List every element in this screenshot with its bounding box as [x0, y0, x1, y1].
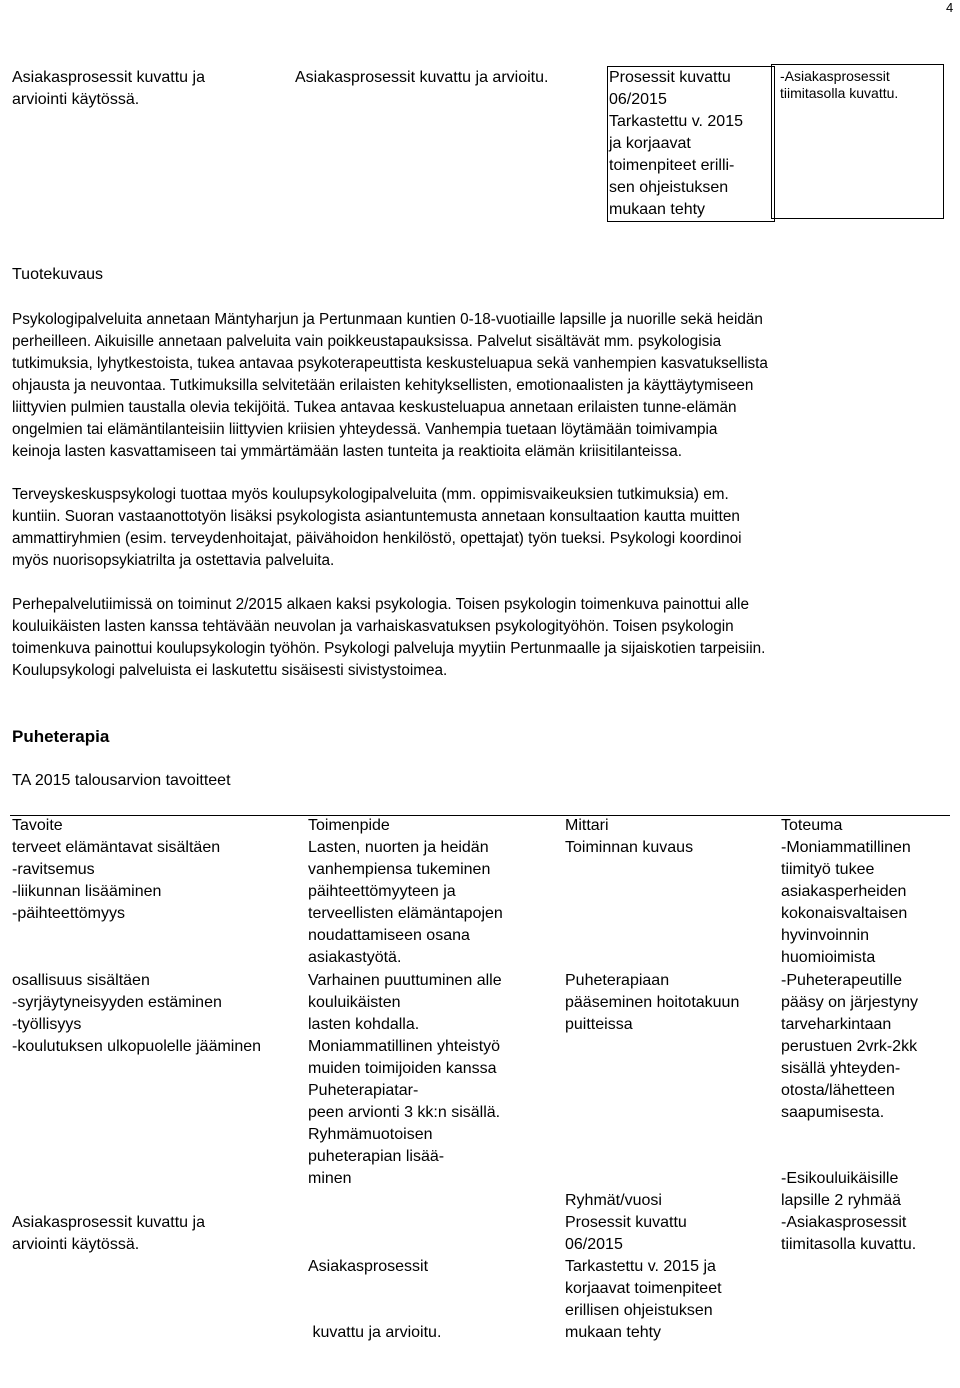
text-line: Varhainen puuttuminen alle [308, 972, 502, 989]
text-line: -työllisyys [12, 1016, 82, 1033]
text-line: hyvinvoinnin [781, 927, 870, 944]
text-line: tarveharkintaan [781, 1016, 892, 1033]
text-line: huomioimista [781, 949, 876, 966]
text-line: puheterapian lisää- [308, 1148, 445, 1165]
text-line: liittyvien pulmien taustalla olevia tekijöitä. Tukea antavaa keskusteluapua annetaan erilaisten tunne-elämän [12, 399, 737, 416]
text-line: 06/2015 [565, 1236, 623, 1253]
text-line: mukaan tehty [609, 201, 706, 218]
column-header-toteuma: Toteuma [781, 817, 843, 834]
text-line: -Esikouluikäisille [781, 1170, 899, 1187]
text-line: Prosessit kuvattu [609, 69, 731, 86]
text-line: myös nuorisopsykiatrilta ja ostettavia palveluita. [12, 552, 335, 569]
text-line: perheilleen. Aikuisille annetaan palveluita vain poikkeustapauksissa. Palvelut sisältävät mm. psykologisia [12, 333, 722, 350]
row2-mittari [565, 970, 775, 1212]
text-line: Ryhmät/vuosi [565, 1192, 662, 1209]
puheterapia-heading: Puheterapia [12, 727, 110, 746]
row3-mittari [565, 1212, 775, 1344]
text-line: ja korjaavat [609, 135, 691, 152]
top-table [5, 64, 944, 221]
text-line: Terveyskeskuspsykologi tuottaa myös koulupsykologipalveluita (mm. oppimisvaikeuksien tutkimuksia) em. [12, 486, 729, 503]
text-line: -koulutuksen ulkopuolelle jääminen [12, 1038, 262, 1055]
text-line: 06/2015 [609, 91, 667, 108]
text-line: vanhempiensa tukeminen [308, 861, 491, 878]
spacer [565, 1036, 775, 1190]
text-line: ohjausta ja neuvontaa. Tutkimuksilla selvitetään erilaisten kehityksellisten, emotionaalisten ja käyttäytymiseen [12, 377, 754, 394]
row2-tavoite [12, 970, 302, 1058]
text-line: -Asiakasprosessit [780, 68, 890, 84]
text-line: Puheterapiatar- [308, 1082, 419, 1099]
text-line: korjaavat toimenpiteet [565, 1280, 722, 1297]
text-line: -Moniammatillinen [781, 839, 911, 856]
row1-toimenpide [308, 837, 560, 969]
row3-toimenpide [308, 1212, 560, 1388]
text-line: puitteissa [565, 1016, 633, 1033]
text-line: Psykologipalveluita annetaan Mäntyharjun ja Pertunmaan kuntien 0-18-vuotiaille lapsille ja nuorille sekä heidän [12, 311, 763, 328]
row2-toimenpide [308, 970, 560, 1190]
text-line: noudattamiseen osana [308, 927, 470, 944]
row1-mittari [565, 837, 775, 859]
text-line: -päihteettömyys [12, 905, 125, 922]
text-line: tiimitasolla kuvattu. [781, 1236, 917, 1253]
text-line: terveet elämäntavat sisältäen [12, 839, 221, 856]
text-line: kuntiin. Suoran vastaanottotyön lisäksi psykologista asiantuntemusta annetaan konsultaation kautta muitten [12, 508, 740, 525]
text-line: kuvattu ja arvioitu. [308, 1324, 442, 1341]
text-line: Prosessit kuvattu [565, 1214, 687, 1231]
text-line: muiden toimijoiden kanssa [308, 1060, 497, 1077]
text-line: saapumisesta. [781, 1104, 885, 1121]
top-cell-mittari [607, 66, 775, 222]
text-line: -ravitsemus [12, 861, 95, 878]
row2-toteuma [781, 970, 947, 1212]
tuotekuvaus-paragraph-2 [12, 484, 952, 572]
text-line: terveellisten elämäntapojen [308, 905, 503, 922]
column-header-tavoite: Tavoite [12, 817, 63, 834]
text-line: -Puheterapeutille [781, 972, 902, 989]
column-header-mittari: Mittari [565, 817, 609, 834]
text-line: minen [308, 1170, 352, 1187]
text-line: Asiakasprosessit kuvattu ja [12, 1214, 205, 1231]
text-line: peen arvionti 3 kk:n sisällä. [308, 1104, 501, 1121]
spacer [781, 1146, 947, 1168]
text-line: pääsy on järjestyny [781, 994, 918, 1011]
text-line: Asiakasprosessit kuvattu ja [12, 69, 205, 86]
text-line: lasten kohdalla. [308, 1016, 420, 1033]
text-line: tiimitasolla kuvattu. [780, 85, 899, 101]
text-line: pääseminen hoitotakuun [565, 994, 740, 1011]
text-line: sen ohjeistuksen [609, 179, 729, 196]
text-line: erillisen ohjeistuksen [565, 1302, 713, 1319]
text-line: kouluikäisten lasten kanssa tehtävään neuvolan ja varhaiskasvatuksen psykologityöhön. Toisen psykologin [12, 618, 734, 635]
text-line: arviointi käytössä. [12, 91, 140, 108]
text-line: arviointi käytössä. [12, 1236, 140, 1253]
row1-toteuma [781, 837, 947, 969]
text-line: sisällä yhteyden- [781, 1060, 901, 1077]
text-line: tiimityö tukee [781, 861, 875, 878]
tuotekuvaus-paragraph-3 [12, 594, 952, 682]
text-line: Toiminnan kuvaus [565, 839, 694, 856]
text-line: asiakastyötä. [308, 949, 402, 966]
text-line: Moniammatillinen yhteistyö [308, 1038, 501, 1055]
text-line: tutkimuksia, lyhytkestoista, tukea antavaa psykoterapeuttista keskusteluapua sekä vanhempien kasvatuksellista [12, 355, 768, 372]
text-line: kokonaisvaltaisen [781, 905, 908, 922]
text-line: Asiakasprosessit kuvattu ja arvioitu. [295, 69, 549, 86]
puheterapia-subheading: TA 2015 talousarvion tavoitteet [12, 772, 231, 789]
spacer [781, 1124, 947, 1146]
row3-tavoite [12, 1212, 302, 1256]
row3-toteuma [781, 1212, 947, 1256]
top-cell-toimenpide [295, 67, 601, 89]
text-line: Perhepalvelutiimissä on toiminut 2/2015 alkaen kaksi psykologia. Toisen psykologin toimenkuva painottui alle [12, 596, 749, 613]
text-line: toimenpiteet erilli- [609, 157, 735, 174]
text-line: kouluikäisten [308, 994, 401, 1011]
text-line: toimenkuva painottui koulupsykologin työhön. Psykologi palveluja myytiin Pertunmaalle ja sijaiskotien tarpeisiin. [12, 640, 766, 657]
ta-goals-table [10, 815, 950, 1345]
text-line: ammattiryhmien (esim. terveydenhoitajat, päivähoidon henkilöstö, opettajat) työn tueksi. Psykologi koordinoi [12, 530, 742, 547]
text-line: Asiakasprosessit [308, 1258, 429, 1275]
text-line: keinoja lasten kasvattamiseen tai ymmärtämään lasten tunteita ja reaktioita elämän kriisitilanteissa. [12, 443, 682, 460]
text-line: Ryhmämuotoisen [308, 1126, 433, 1143]
page-number: 4 [946, 0, 954, 15]
text-line: perustuen 2vrk-2kk [781, 1038, 918, 1055]
text-line: Puheterapiaan [565, 972, 670, 989]
row1-tavoite [12, 837, 302, 925]
text-line: ongelmien tai elämäntilanteisiin liittyvien kriisien yhteydessä. Vanhempia tuetaan löytämään toimivampia [12, 421, 718, 438]
text-line: asiakasperheiden [781, 883, 907, 900]
text-line: -liikunnan lisääminen [12, 883, 162, 900]
tuotekuvaus-paragraph-1 [12, 309, 952, 463]
text-line: päihteettömyyteen ja [308, 883, 456, 900]
text-line: otosta/lähetteen [781, 1082, 895, 1099]
text-line: -syrjäytyneisyyden estäminen [12, 994, 222, 1011]
text-line: Koulupsykologi palveluista ei laskutettu sisäisesti sivistystoimea. [12, 662, 448, 679]
top-cell-toteuma [771, 64, 944, 219]
tuotekuvaus-heading: Tuotekuvaus [12, 266, 104, 283]
text-line: lapsille 2 ryhmää [781, 1192, 902, 1209]
text-line: Lasten, nuorten ja heidän [308, 839, 489, 856]
text-line: mukaan tehty [565, 1324, 662, 1341]
text-line: osallisuus sisältäen [12, 972, 150, 989]
top-cell-tavoite [12, 67, 282, 111]
text-line: Tarkastettu v. 2015 [609, 113, 743, 130]
text-line: Tarkastettu v. 2015 ja [565, 1258, 716, 1275]
text-line: -Asiakasprosessit [781, 1214, 907, 1231]
column-header-toimenpide: Toimenpide [308, 817, 390, 834]
